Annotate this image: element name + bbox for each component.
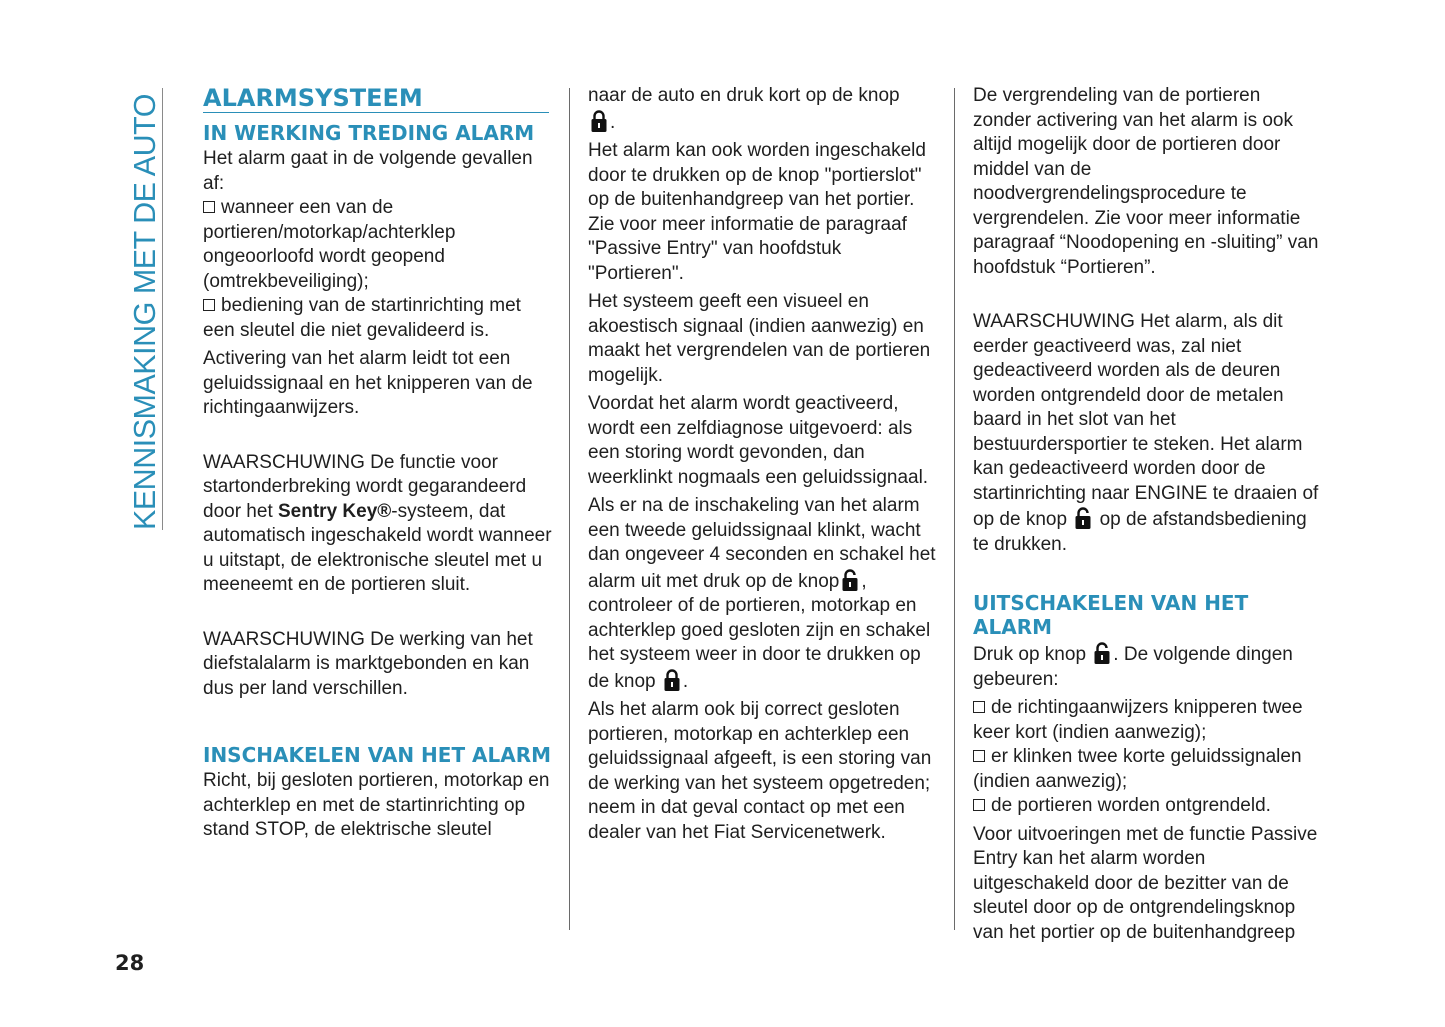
warning-market: WAARSCHUWING De werking van het diefstalalarm is marktgebonden en kan dus per land verschillen.: [203, 628, 533, 699]
column-3: [973, 84, 1323, 945]
lock-icon: [663, 668, 681, 692]
brand-name: Sentry Key®: [278, 500, 392, 522]
unlock-icon: [1093, 641, 1111, 665]
unlock-icon: [1074, 506, 1092, 530]
column-1: [203, 84, 553, 843]
list-item: de portieren worden ontgrendeld.: [973, 794, 1323, 819]
list-item: bediening van de startinrichting met een sleutel die niet gevalideerd is.: [203, 295, 521, 341]
column-2: [588, 84, 940, 845]
paragraph-signal: Het systeem geeft een visueel en akoestisch signaal (indien aanwezig) en maakt het vergrendelen van de portieren mogelijk.: [588, 291, 931, 386]
checkbox-bullet-icon: [203, 201, 215, 213]
paragraph-emergency-lock: De vergrendeling van de portieren zonder activering van het alarm is ook altijd mogelijk door de portieren door middel van de noodvergrendelingsprocedure te vergrendelen. Zie voor meer informatie paragraaf “Noodopening en -sluiting” van hoofdstuk “Portieren”.: [973, 85, 1319, 278]
lock-icon: [841, 568, 859, 592]
section-title-text: KENNISMAKING MET DE AUTO: [128, 94, 162, 530]
paragraph-second-signal: Als er na de inschakeling van het alarm een tweede geluidssignaal klinkt, wacht dan ongeveer 4 seconden en schakel het alarm uit met druk op de knop , controleer of de portieren, motorkap en achterklep goed gesloten zijn en schakel het systeem weer in door te drukken op de knop .: [588, 495, 936, 692]
paragraph-activation: Activering van het alarm leidt tot een geluidssignaal en het knipperen van de richtingaanwijzers.: [203, 348, 533, 418]
checkbox-bullet-icon: [973, 799, 985, 811]
list-item: de richtingaanwijzers knipperen twee keer kort (indien aanwezig);: [973, 697, 1303, 743]
paragraph-triggers: Het alarm gaat in de volgende gevallen af:: [203, 148, 533, 194]
paragraph-malfunction: Als het alarm ook bij correct gesloten portieren, motorkap en achterklep een geluidssignaal afgeeft, is een storing van de werking van het systeem opgetreden; neem in dat geval contact op met een dealer van het Fiat Servicenetwerk.: [588, 699, 932, 843]
warning-deactivation: WAARSCHUWING Het alarm, als dit eerder geactiveerd was, zal niet gedeactiveerd worden als de deuren worden ontgrendeld door de metalen baard in het slot van het bestuurdersportier te steken. Het alarm kan gedeactiveerd worden door de startinrichting naar ENGINE te draaien of op de knop op de afstandsbediening te drukken.: [973, 311, 1319, 555]
paragraph-self-diagnosis: Voordat het alarm wordt geactiveerd, wordt een zelfdiagnose uitgevoerd: als een storing wordt gevonden, dan weerklinkt nogmaals een geluidssignaal.: [588, 393, 929, 488]
section-title: [126, 88, 164, 530]
paragraph-arm: Richt, bij gesloten portieren, motorkap en achterklep en met de startinrichting op stand STOP, de elektrische sleutel: [203, 770, 550, 840]
paragraph-disarm: Druk op knop . De volgende dingen gebeuren:: [973, 641, 1323, 692]
heading-alarm-triggers: IN WERKING TREDING ALARM: [203, 121, 535, 145]
list-item: er klinken twee korte geluidssignalen (indien aanwezig);: [973, 746, 1302, 792]
paragraph-press-button: naar de auto en druk kort op de knop .: [588, 85, 900, 133]
warning-startonderbreking: WAARSCHUWING De functie voor startonderbreking wordt gegarandeerd door het Sentry Key®-systeem, dat automatisch ingeschakeld wordt wanneer u uitstapt, de elektronische sleutel met u meeneemt en de portieren sluit.: [203, 451, 552, 595]
list-item: wanneer een van de portieren/motorkap/achterklep ongeoorloofd wordt geopend (omtrekbeveiliging);: [203, 197, 456, 292]
heading-disarm-alarm: UITSCHAKELEN VAN HET ALARM: [973, 591, 1249, 639]
paragraph-door-lock-button: Het alarm kan ook worden ingeschakeld door te drukken op de knop "portierslot" op de buitenhandgreep van het portier. Zie voor meer informatie de paragraaf "Passive Entry" van hoofdstuk "Portieren".: [588, 140, 926, 284]
heading-arm-alarm: INSCHAKELEN VAN HET ALARM: [203, 743, 552, 767]
section-divider: [162, 88, 163, 530]
page-number: 28: [115, 951, 145, 975]
checkbox-bullet-icon: [973, 750, 985, 762]
lock-icon: [590, 109, 608, 133]
paragraph-passive-entry: Voor uitvoeringen met de functie Passive Entry kan het alarm worden uitgeschakeld door de bezitter van de sleutel door op de ontgrendelingsknop van het portier op de buitenhandgreep: [973, 823, 1318, 943]
page-title: ALARMSYSTEEM: [203, 84, 549, 113]
column-divider: [569, 88, 570, 930]
column-divider: [954, 88, 955, 930]
checkbox-bullet-icon: [973, 701, 985, 713]
checkbox-bullet-icon: [203, 299, 215, 311]
